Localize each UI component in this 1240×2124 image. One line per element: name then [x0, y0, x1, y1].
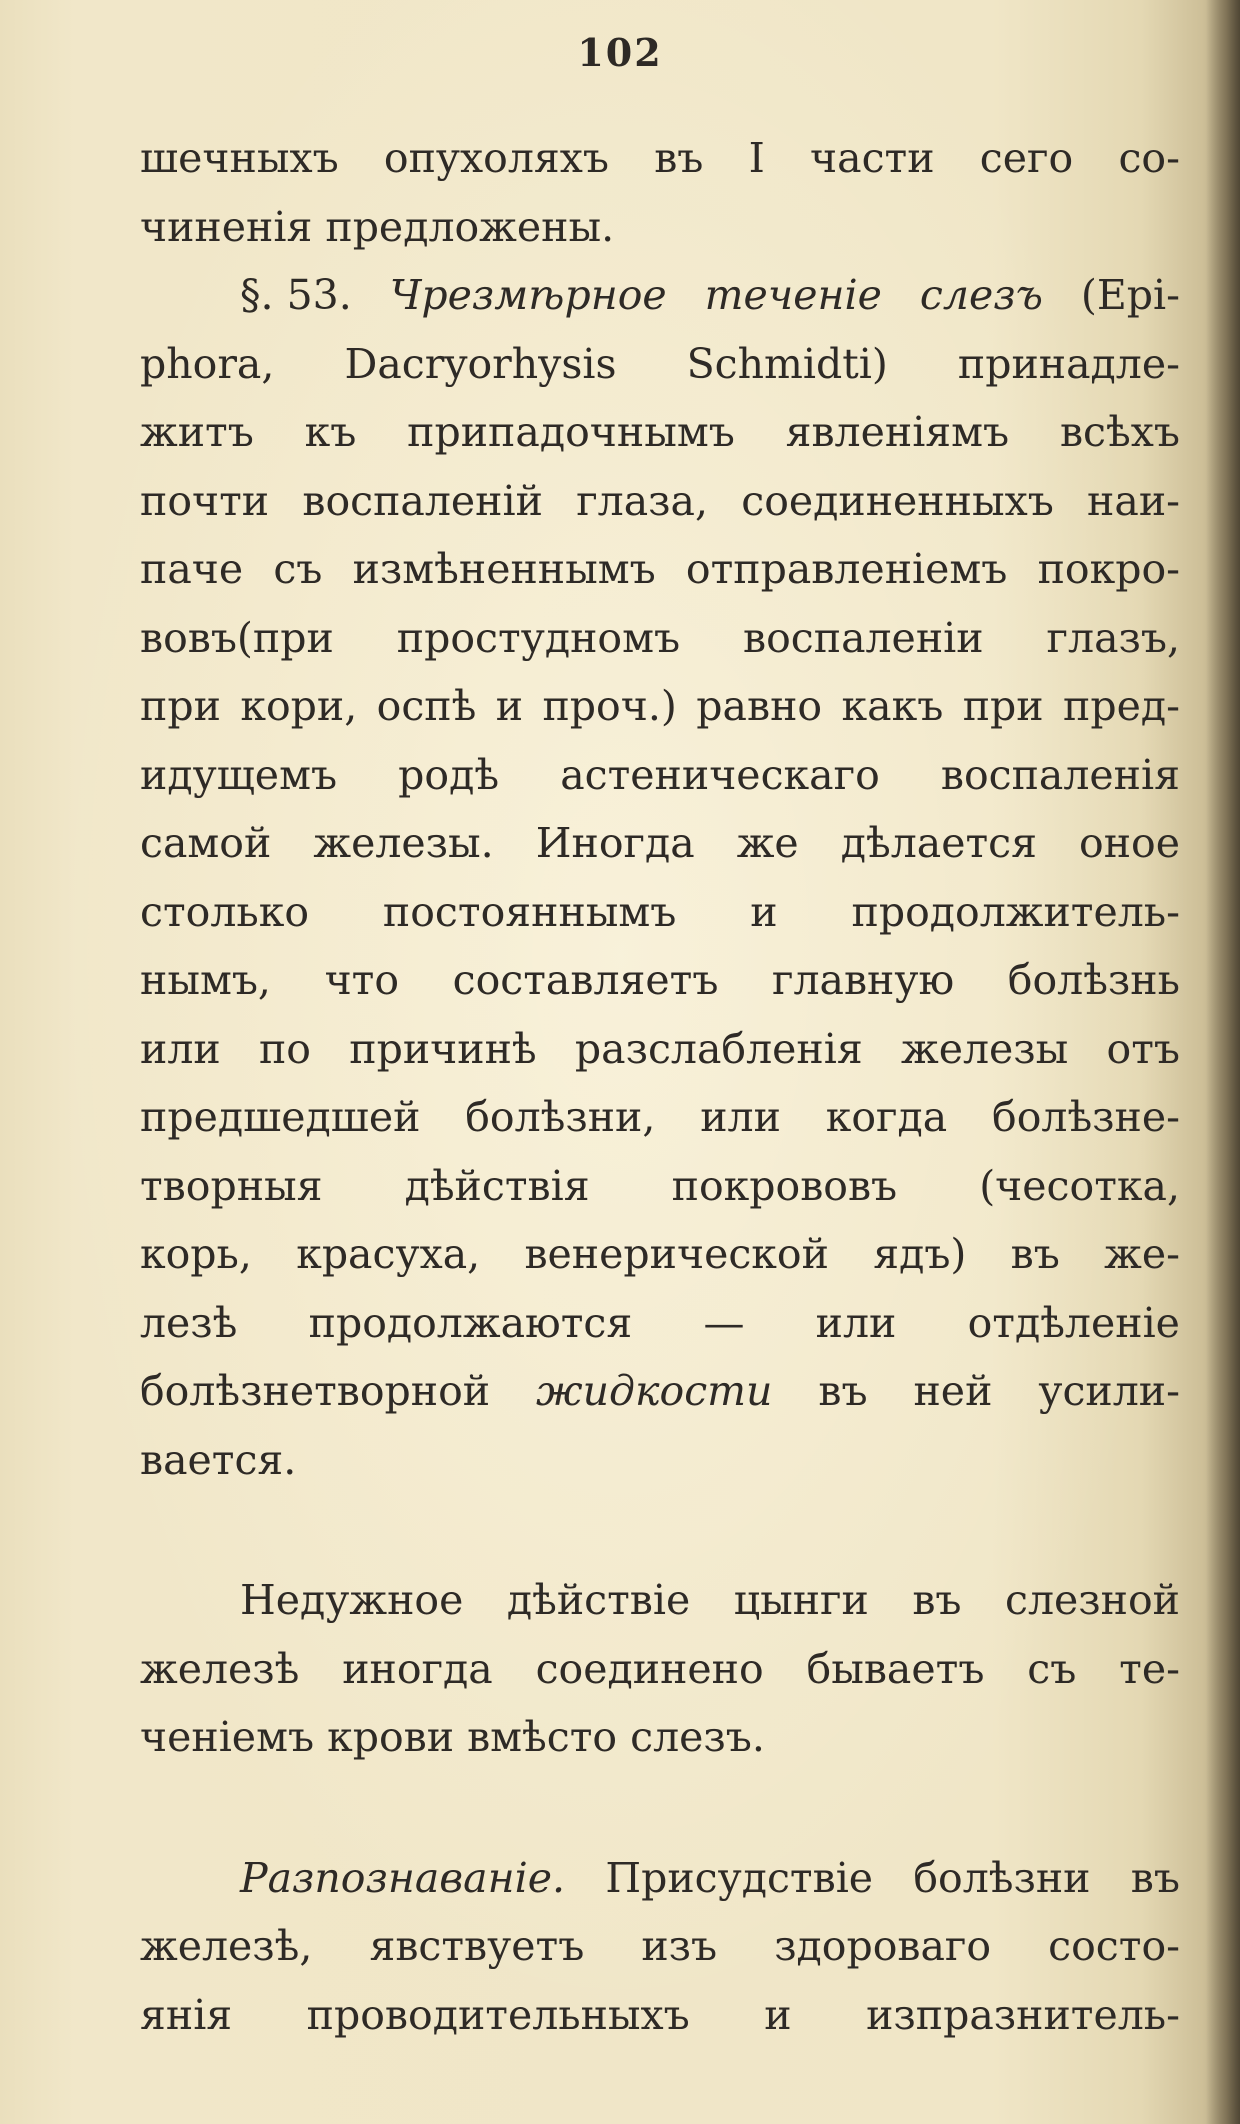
word: въ	[818, 1367, 868, 1415]
word: родѣ	[398, 750, 500, 799]
word: и	[764, 1990, 792, 2039]
word: глаза,	[576, 476, 708, 525]
word: равно	[696, 682, 823, 730]
word: причинѣ	[349, 1024, 537, 1073]
word: изпразнитель-	[866, 1990, 1180, 2039]
word: продолжаются	[308, 1298, 633, 1347]
word: или	[140, 1024, 221, 1073]
word: вовъ(при	[140, 613, 334, 662]
word: главную	[772, 956, 955, 1004]
text-line	[140, 398, 1180, 467]
word: воспаленія	[940, 750, 1180, 799]
term-italic: Разпознаваніе.	[240, 1853, 566, 1902]
word: почти	[140, 476, 270, 525]
section-heading-line	[140, 261, 1180, 330]
word: сего	[979, 134, 1074, 182]
word: цынги	[733, 1576, 869, 1624]
word: болѣзне-	[992, 1093, 1180, 1141]
word: дѣлается	[840, 819, 1037, 867]
word: воспаленіи	[743, 613, 984, 662]
paragraph-first-line	[140, 1844, 1180, 1913]
word: жидкости	[536, 1367, 773, 1415]
word: Schmidti)	[686, 339, 888, 388]
word: припадочнымъ	[407, 408, 735, 456]
word: (чесотка,	[979, 1161, 1180, 1210]
word: въ	[912, 1576, 962, 1624]
word: phora,	[140, 339, 275, 388]
word: разслабленія	[574, 1024, 863, 1073]
word: здороваго	[774, 1922, 992, 1970]
word: железы	[900, 1024, 1069, 1073]
word: постояннымъ	[382, 887, 677, 936]
word: пред-	[1063, 682, 1180, 730]
word: принадле-	[957, 339, 1180, 388]
word: шечныхъ	[140, 134, 339, 182]
word: въ	[1130, 1853, 1180, 1902]
word: ней	[913, 1367, 993, 1415]
text-line	[140, 1357, 1180, 1426]
text-line	[140, 809, 1180, 878]
word: Иногда	[535, 819, 695, 867]
word: болѣзни	[913, 1853, 1091, 1902]
text-line	[140, 1981, 1180, 2050]
word: астеническаго	[560, 750, 880, 799]
text-line	[140, 946, 1180, 1015]
text-line	[140, 1015, 1180, 1084]
text-line	[140, 467, 1180, 536]
word: части	[810, 134, 935, 182]
page-number: 102	[577, 30, 663, 75]
paragraph-gap	[140, 1494, 1180, 1566]
word: житъ	[140, 408, 254, 456]
word: глазъ,	[1046, 613, 1180, 662]
text-line	[140, 124, 1180, 193]
word: красуха,	[296, 1230, 481, 1278]
word: отдѣленіе	[967, 1298, 1180, 1347]
word: при	[962, 682, 1044, 730]
word: измѣненнымъ	[352, 545, 656, 593]
word: и	[495, 682, 524, 730]
word: вается.	[140, 1435, 297, 1484]
word: железы.	[313, 819, 494, 867]
word: всѣхъ	[1059, 408, 1180, 456]
word: опухоляхъ	[383, 134, 609, 182]
word: отъ	[1106, 1024, 1180, 1073]
word: при	[140, 682, 221, 730]
word: нымъ,	[140, 956, 271, 1004]
word: чиненія предложены.	[140, 202, 615, 251]
word: дѣйствія	[404, 1161, 590, 1210]
word: явленіямъ	[785, 408, 1010, 456]
word: соединенныхъ	[741, 476, 1054, 525]
word: болѣзни,	[465, 1093, 656, 1141]
word: въ	[654, 134, 704, 182]
word: самой	[140, 819, 272, 867]
word: Dacryorhysis	[344, 339, 617, 388]
word: въ	[1010, 1230, 1060, 1278]
word: изъ	[641, 1922, 718, 1970]
word: железѣ	[140, 1644, 300, 1693]
word: железѣ,	[140, 1922, 313, 1970]
word: наи-	[1087, 476, 1180, 525]
word: къ	[304, 408, 357, 456]
word: усили-	[1038, 1367, 1180, 1415]
page-body-text	[140, 124, 1180, 2049]
word: или	[700, 1093, 781, 1141]
word: съ	[1027, 1644, 1077, 1693]
word: составляетъ	[452, 956, 719, 1004]
word: ченіемъ крови вмѣсто слезъ.	[140, 1713, 765, 1761]
text-line	[140, 1426, 1180, 1495]
word: ядъ)	[873, 1230, 967, 1278]
word: дѣйствіе	[506, 1576, 691, 1624]
word: или	[815, 1298, 897, 1347]
word: болѣзнетворной	[140, 1367, 491, 1415]
word: покро-	[1037, 545, 1180, 593]
word: соединено	[535, 1644, 764, 1693]
text-line	[140, 193, 1180, 262]
page-edge-shadow	[1206, 0, 1240, 2124]
paragraph-first-line	[140, 1566, 1180, 1635]
word: состо-	[1048, 1922, 1180, 1970]
paragraph-gap	[140, 1772, 1180, 1844]
word: янія	[140, 1990, 233, 2039]
word: продолжитель-	[851, 887, 1180, 936]
word: по	[258, 1024, 311, 1073]
text-line	[140, 1635, 1180, 1704]
text-line	[140, 1289, 1180, 1358]
word: со-	[1118, 134, 1180, 182]
word: простудномъ	[396, 613, 681, 662]
word: бываетъ	[806, 1644, 985, 1693]
text-line	[140, 741, 1180, 810]
word: проч.)	[542, 682, 677, 730]
text-line	[140, 672, 1180, 741]
term-italic: Чрезмѣрное	[389, 271, 667, 319]
word: съ	[273, 545, 323, 593]
word: явствуетъ	[369, 1922, 585, 1970]
word: что	[324, 956, 400, 1004]
word: венерической	[524, 1230, 829, 1278]
text-line	[140, 604, 1180, 673]
text-line	[140, 1703, 1180, 1772]
word: слезной	[1004, 1576, 1180, 1624]
text-line	[140, 1220, 1180, 1289]
word: же-	[1104, 1230, 1180, 1278]
word: Присудствіе	[605, 1853, 874, 1902]
term-italic: слезъ	[919, 271, 1043, 319]
word: творныя	[140, 1161, 323, 1210]
word: какъ	[841, 682, 944, 730]
word: паче	[140, 545, 244, 593]
section-number: §. 53.	[240, 271, 352, 319]
text-line	[140, 878, 1180, 947]
word: —	[703, 1298, 745, 1347]
word: иногда	[342, 1644, 493, 1693]
text-line	[140, 1912, 1180, 1981]
text-line	[140, 1083, 1180, 1152]
word: I	[748, 134, 765, 182]
word: идущемъ	[140, 750, 338, 799]
word: болѣзнь	[1007, 956, 1180, 1004]
word: столько	[140, 887, 310, 936]
word: Недужное	[240, 1576, 464, 1624]
word: воспаленій	[302, 476, 543, 525]
word: корь,	[140, 1230, 252, 1278]
word: предшедшей	[140, 1093, 421, 1141]
term-italic: теченіе	[704, 271, 882, 319]
word: лезѣ	[140, 1298, 238, 1347]
word: (Epi-	[1080, 271, 1180, 319]
word: проводительныхъ	[306, 1990, 690, 2039]
word: и	[750, 887, 778, 936]
word: когда	[825, 1093, 948, 1141]
text-line	[140, 1152, 1180, 1221]
word: те-	[1119, 1644, 1180, 1693]
word: же	[736, 819, 799, 867]
word: оспѣ	[376, 682, 477, 730]
word: отправленіемъ	[685, 545, 1008, 593]
text-line	[140, 535, 1180, 604]
word: оное	[1079, 819, 1180, 867]
text-line	[140, 330, 1180, 399]
word: покрововъ	[671, 1161, 898, 1210]
word: кори,	[240, 682, 358, 730]
